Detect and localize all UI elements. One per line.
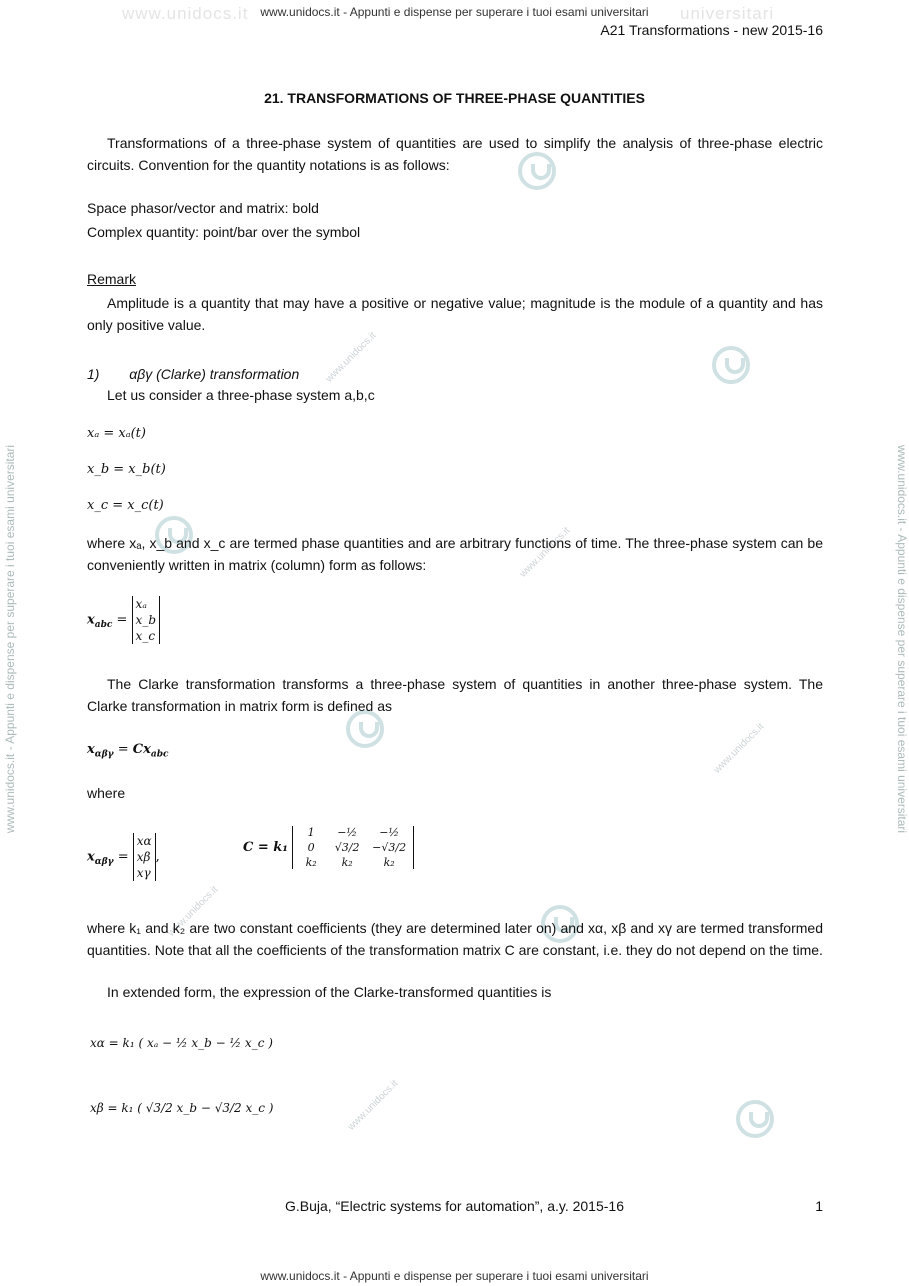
x-abg-lhs-sub: αβγ — [94, 857, 114, 868]
matrix-cell: √3/2 — [334, 841, 360, 854]
equation-c-matrix — [243, 826, 414, 869]
matrix-cell: 1 — [307, 826, 315, 839]
page-number: 1 — [815, 1198, 823, 1214]
matrix-cell: −½ — [379, 826, 400, 839]
matrix-entry: x_b — [135, 613, 156, 627]
watermark-faint-right: universitari — [680, 4, 775, 23]
c-matrix-lhs: C = k₁ — [243, 840, 288, 855]
watermark-side-right: www.unidocs.it - Appunti e dispense per superare i tuoi esami universitari — [895, 444, 909, 834]
matrix-cell: k₂ — [341, 856, 353, 869]
matrix-entry: xₐ — [135, 597, 147, 611]
matrix-entry: x_c — [135, 629, 156, 643]
x-abc-matrix — [132, 596, 160, 644]
watermark-bottom: www.unidocs.it - Appunti e dispense per superare i tuoi esami universitari — [260, 1269, 649, 1283]
equation-x-abc: $x_{abc}$ = xₐ x_b x_c — [87, 596, 160, 644]
page-title: 21. TRANSFORMATIONS OF THREE-PHASE QUANTITIES — [264, 90, 645, 106]
watermark-side-left: www.unidocs.it - Appunti e dispense per superare i tuoi esami universitari — [3, 444, 17, 834]
watermark-diagonal: www.unidocs.it — [345, 1078, 401, 1133]
matrix-entry: xα — [136, 834, 152, 848]
page-footer: G.Buja, “Electric systems for automation”, a.y. 2015-16 — [285, 1198, 624, 1214]
convention-bold: Space phasor/vector and matrix: bold — [87, 200, 319, 216]
convention-complex: Complex quantity: point/bar over the symbol — [87, 224, 361, 240]
where-label: where — [87, 785, 126, 801]
watermark-diagonal: www.unidocs.it — [517, 525, 573, 580]
equation-x-alpha: xα = k₁ ( xₐ − ½ x_b − ½ x_c ) — [90, 1036, 273, 1050]
matrix-entry: xβ — [136, 850, 151, 864]
extended-form-text: In extended form, the expression of the Clarke-transformed quantities is — [107, 984, 552, 1000]
x-abg-lhs: x — [87, 849, 95, 865]
watermark-diagonal: www.unidocs.it — [711, 721, 767, 776]
matrix-cell: k₂ — [383, 856, 395, 869]
intro-paragraph: Transformations of a three-phase system of quantities are used to simplify the analysis of three-phase electric circuits. Convention for the quantity notations is as follows: — [87, 135, 823, 173]
matrix-cell: 0 — [307, 841, 315, 854]
watermark-diagonal: www.unidocs.it — [165, 884, 221, 939]
x-abc-lhs: x — [87, 612, 95, 628]
remark-text: Amplitude is a quantity that may have a positive or negative value; magnitude is the module of a quantity and has only positive value. — [87, 295, 823, 333]
equation-xa: xₐ = xₐ(t) — [87, 426, 146, 441]
clarke-lhs-sub: αβγ — [94, 749, 114, 760]
phase-quantities-text: where xₐ, x_b and x_c are termed phase quantities and are arbitrary functions of time. The three-phase system can be conveniently written in matrix (column) form as follows: — [87, 535, 823, 573]
section-title: αβγ (Clarke) transformation — [129, 366, 300, 382]
section-number: 1) — [87, 366, 100, 382]
clarke-text: The Clarke transformation transforms a three-phase system of quantities in another three-phase system. The Clarke transformation in matrix form is defined as — [87, 676, 823, 714]
clarke-rhs: Cx — [132, 742, 151, 757]
equation-xc: x_c = x_c(t) — [87, 498, 164, 513]
watermark-top: www.unidocs.it - Appunti e dispense per superare i tuoi esami universitari — [260, 5, 649, 19]
matrix-cell: −½ — [337, 826, 358, 839]
x-abg-matrix — [133, 833, 156, 881]
matrix-entry: xγ — [136, 866, 151, 880]
matrix-cell: −√3/2 — [372, 841, 407, 854]
equation-x-beta: xβ = k₁ ( √3/2 x_b − √3/2 x_c ) — [90, 1101, 274, 1115]
section-heading — [87, 364, 823, 386]
consider-text: Let us consider a three-phase system a,b,c — [107, 387, 375, 403]
watermark-diagonal: www.unidocs.it — [323, 330, 379, 385]
matrix-cell: k₂ — [305, 856, 317, 869]
watermark-faint-left: www.unidocs.it — [122, 4, 249, 23]
clarke-lhs: x — [87, 742, 95, 757]
clarke-rhs-sub: abc — [150, 749, 169, 760]
unidocs-logo-icon — [736, 1100, 774, 1138]
coefficients-text: where k₁ and k₂ are two constant coefficients (they are determined later on) and xα, xβ and xγ are termed transformed quantities. Note that all the coefficients of the transformation matrix C are constant, i.e. they do not depend on the time. — [87, 920, 823, 958]
x-abc-lhs-sub: abc — [94, 620, 113, 631]
equation-x-alphabetagamma: $x_{\alpha\beta\gamma}$ = xα xβ xγ , — [87, 834, 160, 880]
c-matrix — [292, 826, 414, 869]
matrix-comma: , — [155, 849, 160, 865]
running-header: A21 Transformations - new 2015-16 — [600, 22, 823, 38]
remark-heading: Remark — [87, 271, 137, 287]
equation-xb: x_b = x_b(t) — [87, 462, 166, 477]
clarke-equation: $x_{\alpha\beta\gamma} = Cx_{abc}$ — [87, 742, 169, 760]
